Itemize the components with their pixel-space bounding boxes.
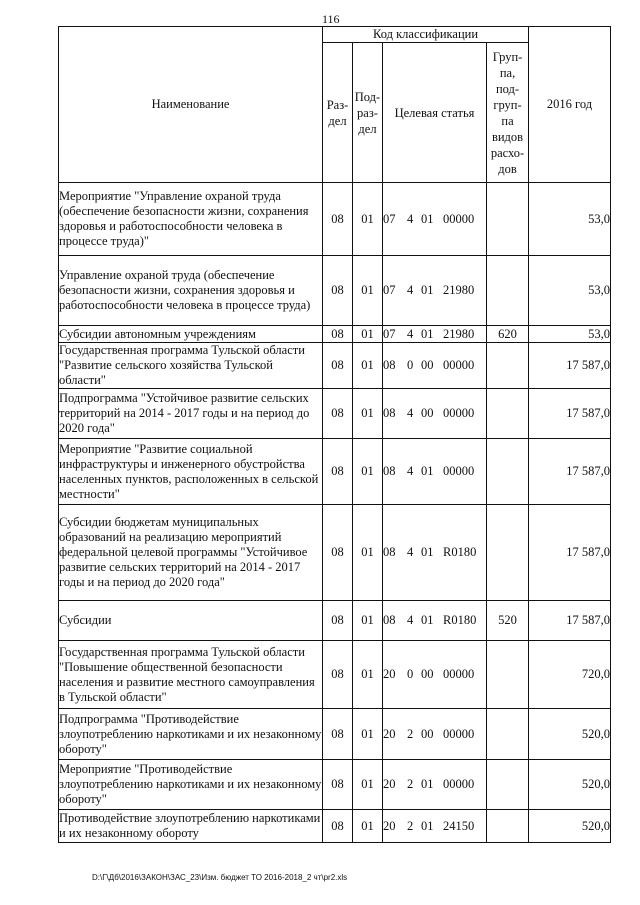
file-path-footer: D:\Г\Дб\2016\ЗАКОН\ЗАС_23\Изм. бюджет ТО 2016-2018_2 чт\pr2.xls: [92, 873, 348, 882]
row-subsection: 01: [353, 760, 383, 810]
row-subsection: 01: [353, 709, 383, 760]
row-expense-type: 520: [487, 601, 529, 641]
table-row: [59, 389, 611, 439]
row-target-article: [383, 810, 487, 843]
row-section: 08: [323, 709, 353, 760]
row-amount: 720,0: [529, 641, 611, 709]
table-row: [59, 256, 611, 326]
row-amount: 17 587,0: [529, 343, 611, 389]
header-section: Раз- дел: [323, 43, 353, 183]
header-expense-type: Груп- па, под- груп- па видов расхо- дов: [487, 43, 529, 183]
target-article-part: 4: [407, 283, 414, 297]
table-row: [59, 760, 611, 810]
target-article-part: 01: [421, 211, 434, 226]
table-header: [59, 27, 611, 183]
row-name: Государственная программа Тульской области "Развитие сельского хозяйства Тульской области": [59, 343, 323, 389]
table-row: [59, 709, 611, 760]
target-article-part: 2: [407, 726, 414, 741]
row-name: Мероприятие "Развитие социальной инфраструктуры и инженерного обустройства населенных пунктов, расположенных в сельской местности": [59, 439, 323, 505]
target-article-part: 4: [407, 211, 414, 226]
target-article-part: 00000: [443, 464, 475, 478]
target-article-part: 00: [421, 726, 434, 741]
budget-table: [58, 26, 611, 843]
target-article-part: 01: [421, 818, 434, 833]
target-article-part: 4: [407, 545, 414, 559]
row-section: 08: [323, 760, 353, 810]
table-row: [59, 641, 611, 709]
row-amount: 17 587,0: [529, 439, 611, 505]
row-target-article: [383, 760, 487, 810]
target-article-part: 0: [407, 667, 414, 681]
target-article-part: 24150: [443, 818, 475, 833]
row-subsection: 01: [353, 326, 383, 343]
target-article-part: 4: [407, 613, 414, 627]
row-expense-type: [487, 183, 529, 256]
row-target-article: [383, 601, 487, 641]
target-article-part: 07: [383, 283, 396, 297]
row-expense-type: [487, 439, 529, 505]
row-expense-type: 620: [487, 326, 529, 343]
target-article-part: 4: [407, 406, 414, 420]
target-article-part: 00000: [443, 358, 475, 372]
target-article-part: 00: [421, 358, 434, 372]
target-article-part: 20: [383, 726, 396, 741]
target-article-part: 08: [383, 406, 396, 420]
row-name: Управление охраной труда (обеспечение безопасности жизни, сохранения здоровья и работоспособности человека в процессе труда): [59, 256, 323, 326]
target-article-part: 00: [421, 667, 434, 681]
row-name: Подпрограмма "Противодействие злоупотреблению наркотиками и их незаконному обороту": [59, 709, 323, 760]
row-name: Субсидии бюджетам муниципальных образований на реализацию мероприятий федеральной целевой программы "Устойчивое развитие сельских территорий на 2014 - 2017 годы и на период до 2020 года": [59, 505, 323, 601]
row-subsection: 01: [353, 601, 383, 641]
table-row: [59, 439, 611, 505]
row-target-article: [383, 709, 487, 760]
row-amount: 520,0: [529, 760, 611, 810]
row-target-article: [383, 256, 487, 326]
target-article-part: 01: [421, 777, 434, 791]
row-target-article: [383, 183, 487, 256]
row-name: Противодействие злоупотреблению наркотиками и их незаконному обороту: [59, 810, 323, 843]
target-article-part: 00000: [443, 406, 475, 420]
row-section: 08: [323, 343, 353, 389]
row-section: 08: [323, 256, 353, 326]
row-section: 08: [323, 641, 353, 709]
target-article-part: 01: [421, 613, 434, 627]
row-expense-type: [487, 389, 529, 439]
target-article-part: 00000: [443, 211, 475, 226]
target-article-part: 00: [421, 406, 434, 420]
row-target-article: [383, 343, 487, 389]
target-article-part: 4: [407, 464, 414, 478]
target-article-part: 21980: [443, 326, 475, 341]
target-article-part: 08: [383, 464, 396, 478]
row-amount: 17 587,0: [529, 505, 611, 601]
target-article-part: 21980: [443, 283, 475, 297]
target-article-part: 00000: [443, 777, 475, 791]
row-target-article: [383, 505, 487, 601]
row-target-article: [383, 439, 487, 505]
target-article-part: 00000: [443, 667, 475, 681]
row-expense-type: [487, 760, 529, 810]
row-name: Подпрограмма "Устойчивое развитие сельских территорий на 2014 - 2017 годы и на период до 2020 года": [59, 389, 323, 439]
target-article-part: 07: [383, 211, 396, 226]
target-article-part: 2: [407, 777, 414, 791]
row-expense-type: [487, 641, 529, 709]
row-subsection: 01: [353, 439, 383, 505]
header-year: 2016 год: [529, 27, 611, 183]
row-section: 08: [323, 439, 353, 505]
target-article-part: 00000: [443, 726, 475, 741]
target-article-part: R0180: [443, 613, 477, 627]
header-subsection: Под- раз- дел: [353, 43, 383, 183]
row-target-article: [383, 326, 487, 343]
target-article-part: 01: [421, 464, 434, 478]
row-target-article: [383, 641, 487, 709]
row-section: 08: [323, 183, 353, 256]
row-subsection: 01: [353, 505, 383, 601]
row-amount: 520,0: [529, 810, 611, 843]
target-article-part: 01: [421, 545, 434, 559]
row-amount: 520,0: [529, 709, 611, 760]
target-article-part: 07: [383, 326, 396, 341]
row-name: Субсидии автономным учреждениям: [59, 326, 323, 343]
target-article-part: 08: [383, 358, 396, 372]
row-expense-type: [487, 505, 529, 601]
row-name: Субсидии: [59, 601, 323, 641]
row-section: 08: [323, 601, 353, 641]
target-article-part: 08: [383, 613, 396, 627]
row-subsection: 01: [353, 389, 383, 439]
row-amount: 53,0: [529, 256, 611, 326]
row-name: Мероприятие "Противодействие злоупотреблению наркотиками и их незаконному обороту": [59, 760, 323, 810]
target-article-part: 01: [421, 326, 434, 341]
row-subsection: 01: [353, 343, 383, 389]
table-row: [59, 326, 611, 343]
row-section: 08: [323, 389, 353, 439]
row-target-article: [383, 389, 487, 439]
row-subsection: 01: [353, 256, 383, 326]
header-target-article: Целевая статья: [383, 43, 487, 183]
header-classification-code: Код классификации: [323, 27, 529, 43]
header-name: Наименование: [59, 27, 323, 183]
row-expense-type: [487, 256, 529, 326]
row-subsection: 01: [353, 641, 383, 709]
row-amount: 53,0: [529, 183, 611, 256]
target-article-part: 2: [407, 818, 414, 833]
page-number: 116: [322, 12, 340, 26]
table-row: [59, 505, 611, 601]
row-subsection: 01: [353, 810, 383, 843]
target-article-part: 20: [383, 777, 396, 791]
target-article-part: R0180: [443, 545, 477, 559]
target-article-part: 20: [383, 667, 396, 681]
target-article-part: 01: [421, 283, 434, 297]
target-article-part: 20: [383, 818, 396, 833]
row-expense-type: [487, 709, 529, 760]
row-subsection: 01: [353, 183, 383, 256]
table-row: [59, 601, 611, 641]
row-amount: 53,0: [529, 326, 611, 343]
row-amount: 17 587,0: [529, 601, 611, 641]
target-article-part: 4: [407, 326, 414, 341]
row-name: Государственная программа Тульской области "Повышение общественной безопасности населения и развитие местного самоуправления в Тульской области": [59, 641, 323, 709]
row-section: 08: [323, 810, 353, 843]
table-row: [59, 810, 611, 843]
row-section: 08: [323, 326, 353, 343]
target-article-part: 0: [407, 358, 414, 372]
table-row: [59, 343, 611, 389]
row-name: Мероприятие "Управление охраной труда (обеспечение безопасности жизни, сохранения здоровья и работоспособности человека в процессе труда)": [59, 183, 323, 256]
row-section: 08: [323, 505, 353, 601]
row-amount: 17 587,0: [529, 389, 611, 439]
table-row: [59, 183, 611, 256]
table-body: [59, 183, 611, 843]
row-expense-type: [487, 343, 529, 389]
target-article-part: 08: [383, 545, 396, 559]
row-expense-type: [487, 810, 529, 843]
